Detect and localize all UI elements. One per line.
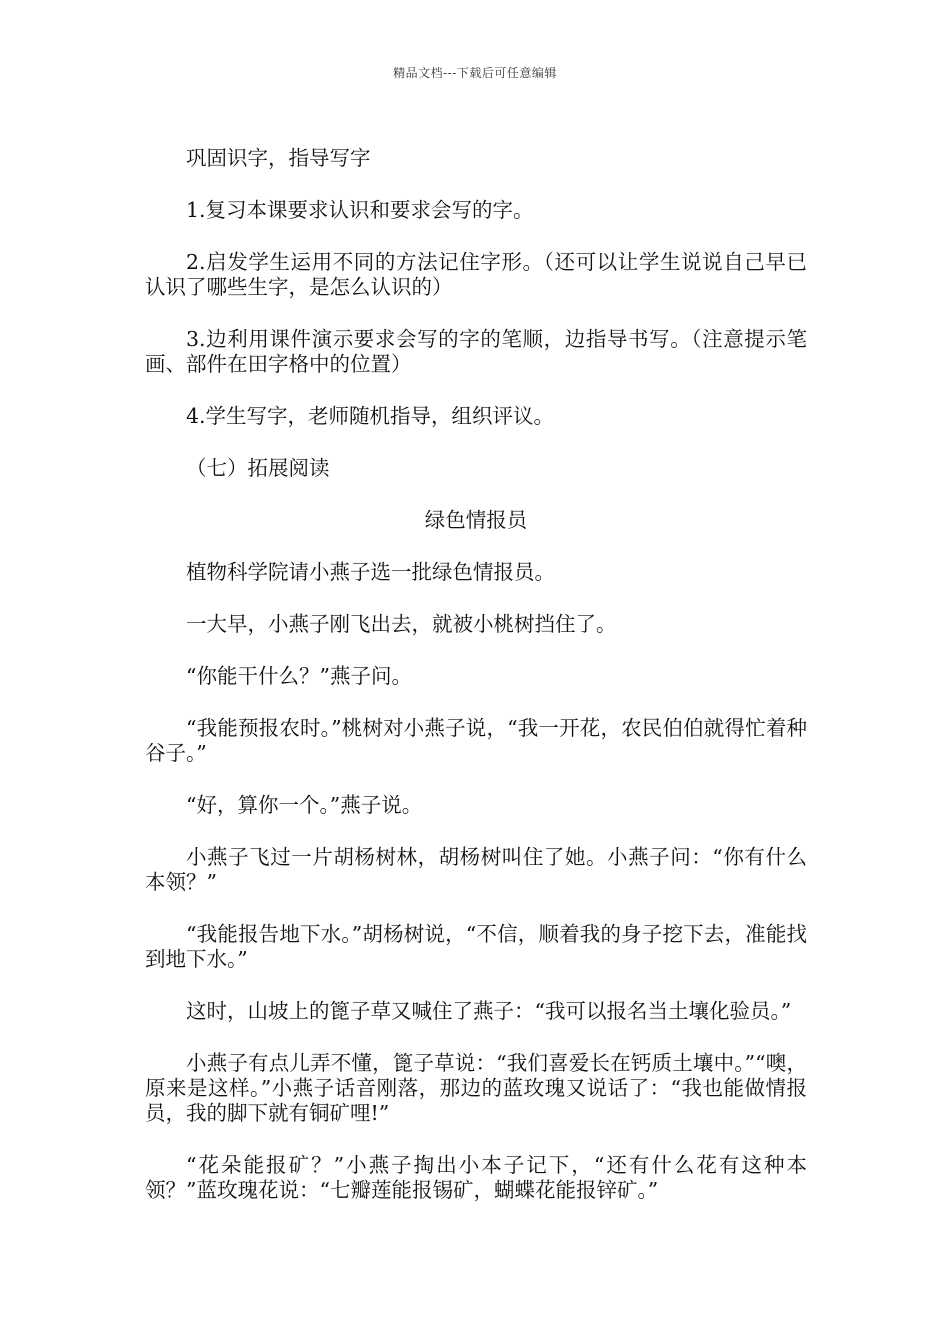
story-paragraph: 这时，山坡上的篦子草又喊住了燕子：“我可以报名当土壤化验员。”	[186, 999, 792, 1023]
story-paragraph: “我能预报农时。”桃树对小燕子说，“我一开花，农民伯伯就得忙着种谷子。”	[145, 716, 807, 765]
document-body	[145, 146, 807, 1230]
story-title: 绿色情报员	[424, 508, 528, 532]
story-paragraph: 植物科学院请小燕子选一批绿色情报员。	[186, 560, 555, 584]
story-paragraph: “你能干什么？”燕子问。	[186, 664, 412, 688]
story-paragraph: 小燕子飞过一片胡杨树林，胡杨树叫住了她。小燕子问：“你有什么本领？”	[145, 845, 807, 894]
step-2: 2.启发学生运用不同的方法记住字形。（还可以让学生说说自己早已认识了哪些生字，是怎么认识的）	[145, 250, 807, 299]
story-paragraph: “好，算你一个。”燕子说。	[186, 793, 423, 817]
story-paragraph: 小燕子有点儿弄不懂，篦子草说：“我们喜爱长在钙质土壤中。”“噢，原来是这样。”小燕子话音刚落，那边的蓝玫瑰又说话了：“我也能做情报员，我的脚下就有铜矿哩!”	[145, 1051, 807, 1125]
story-paragraph: “花朵能报矿？”小燕子掏出小本子记下，“还有什么花有这种本领？”蓝玫瑰花说：“七瓣莲能报锡矿，蝴蝶花能报锌矿。”	[145, 1153, 807, 1202]
step-4: 4.学生写字，老师随机指导，组织评议。	[186, 404, 555, 428]
section-heading: 巩固识字，指导写字	[186, 146, 371, 170]
story-paragraph: 一大早，小燕子刚飞出去，就被小桃树挡住了。	[186, 612, 617, 636]
extended-reading-heading: （七）拓展阅读	[186, 456, 330, 480]
step-1: 1.复习本课要求认识和要求会写的字。	[186, 198, 534, 222]
step-3: 3.边利用课件演示要求会写的字的笔顺，边指导书写。（注意提示笔画、部件在田字格中的位置）	[145, 327, 807, 376]
page-header: 精品文档---下载后可任意编辑	[393, 66, 557, 80]
story-paragraph: “我能报告地下水。”胡杨树说，“不信，顺着我的身子挖下去，准能找到地下水。”	[145, 922, 807, 971]
